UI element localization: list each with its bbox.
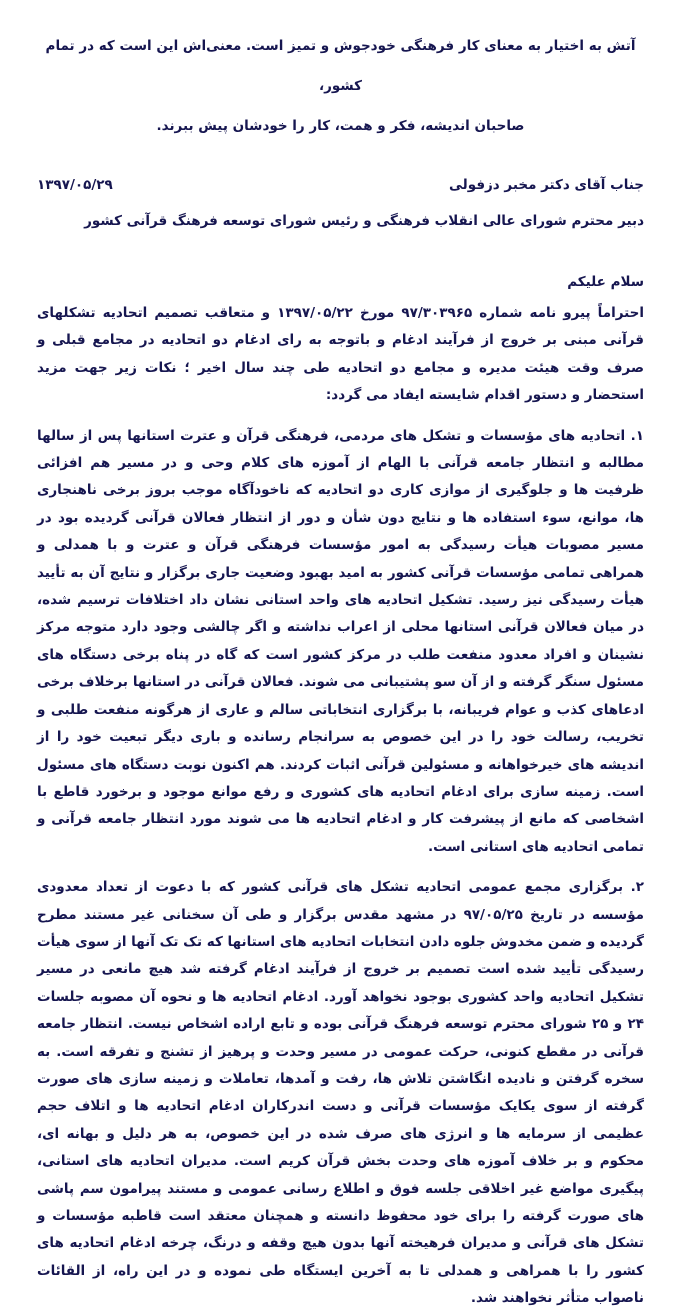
recipient-date-row (37, 172, 644, 198)
letterhead-quote (37, 26, 644, 146)
quote-line-2: صاحبان اندیشه، فکر و همت، کار را خودشان پیش ببرند. (156, 118, 525, 134)
recipient-name: جناب آقای دکتر مخبر دزفولی (449, 177, 644, 193)
salutation: سلام علیکم (567, 274, 644, 290)
paragraph-2: ۲. برگزاری مجمع عمومی اتحادیه تشکل های قرآنی کشور که با دعوت از تعداد معدودی مؤسسه در تاریخ ۹۷/۰۵/۲۵ در مشهد مقدس برگزار و طی آن سخنانی غیر مستند مطرح گردیده و ضمن مخدوش جلوه دادن انتخابات اتحادیه های استانها که تک تک آنها از سوی هیأت رسیدگی تأیید شده است تصمیم بر خروج از فرآیند ادغام گرفته شد هیچ مانعی در مسیر تشکیل اتحادیه واحد کشوری بوجود نخواهد آورد. ادغام اتحادیه ها و نحوه آن مصوبه جلسات ۲۴ و ۲۵ شورای محترم توسعه فرهنگ قرآنی بوده و تابع اراده اشخاص نیست. انتظار جامعه قرآنی در مقطع کنونی، حرکت عمومی در مسیر وحدت و پرهیز از تشنج و تفرقه است. به سخره گرفتن و نادیده انگاشتن تلاش ها، رفت و آمدها، تعاملات و زمینه سازی های صورت گرفته از سوی یکایک مؤسسات قرآنی و دست اندرکاران ادغام اتحادیه ها و اتلاف حجم عظیمی از سرمایه ها و انرژی های صرف شده در این خصوص، به هر دلیل و بهانه ای، محکوم و بر خلاف آموزه های وحدت بخش قرآن کریم است. مدیران اتحادیه های استانی، پیگیری مواضع غیر اخلاقی جلسه فوق و اطلاع رسانی عمومی و مستند پیرامون سم پاشی های صورت گرفته را برای خود محفوظ دانسته و همچنان معتقد است قاطبه مؤسسات و تشکل های قرآنی و مدیران فرهیخته آنها بدون هیچ وقفه و درنگ، چرخه ادغام اتحادیه های کشور را با همراهی و همدلی تا به آخرین ایستگاه طی نموده و در این راه، از القائات ناصواب متأثر نخواهند شد. (37, 879, 645, 1307)
paragraph-1: ۱. اتحادیه های مؤسسات و تشکل های مردمی، فرهنگی قرآن و عترت استانها پس از سالها مطالبه و انتظار جامعه قرآنی با الهام از آموزه های کلام وحی و در مسیر هم افزائی ظرفیت ها و جلوگیری از موازی کاری دو اتحادیه که ناخودآگاه موجب بروز برخی ناهنجاری ها، موانع، سوء استفاده ها و نتایج دون شأن و دور از انتظار فعالان قرآنی گردیده بود در مسیر مصوبات هیأت رسیدگی به امور مؤسسات فرهنگی قرآن و عترت و با همدلی و همراهی تمامی مؤسسات قرآنی کشور به امید بهبود وضعیت جاری برگزار و نتایج آن به تأیید هیأت رسیدگی نیز رسید. تشکیل اتحادیه های واحد استانی نشان داد اختلافات ترسیم شده، در میان فعالان قرآنی استانها محلی از اعراب نداشته و اگر چالشی وجود دارد متوجه مرکز نشینان و افراد معدود منفعت طلب در مرکز کشور است که گاه در پناه برخی دستگاه های مسئول سنگر گرفته و از آن سو پشتیبانی می شوند. فعالان قرآنی در استانها برخلاف برخی ادعاهای کذب و عوام فریبانه، با برگزاری انتخاباتی سالم و عاری از هرگونه منفعت طلبی و تخریب، رسالت خود را در این خصوص به سرانجام رسانده و باری دیگر تبعیت خود را از اندیشه های خیرخواهانه و مسئولین قرآنی اثبات کردند. هم اکنون نوبت دستگاه های مسئول است. زمینه سازی برای ادغام اتحادیه های کشوری و رفع موانع موجود و برخورد قاطع با اشخاصی که مانع از پیشرفت کار و ادغام اتحادیه ها می شوند مورد انتظار جامعه قرآنی و تمامی اتحادیه های استانی است. (37, 427, 644, 855)
recipient-title: دبیر محترم شورای عالی انقلاب فرهنگی و رئیس شورای توسعه فرهنگ قرآنی کشور (84, 213, 644, 229)
quote-line-1: آتش به اختیار به معنای کار فرهنگی خودجوش و تمیز است. معنی‌اش این است که در تمام کشور، (45, 38, 636, 94)
intro-paragraph: احتراماً پیرو نامه شماره ۹۷/۳۰۳۹۶۵ مورخ ۱۳۹۷/۰۵/۲۲ و متعاقب تصمیم اتحادیه تشکلهای قرآنی مبنی بر خروج از فرآیند ادغام و باتوجه به رای ادغام دو اتحادیه در مجامع قبلی و صرف وقت هیئت مدیره و مجامع دو اتحادیه طی چند سال اخیر ؛ نکات زیر جهت مزید استحضار و دستور اقدام شایسته ایفاد می گردد: (37, 305, 644, 404)
letter-date: ۱۳۹۷/۰۵/۲۹ (37, 177, 113, 193)
